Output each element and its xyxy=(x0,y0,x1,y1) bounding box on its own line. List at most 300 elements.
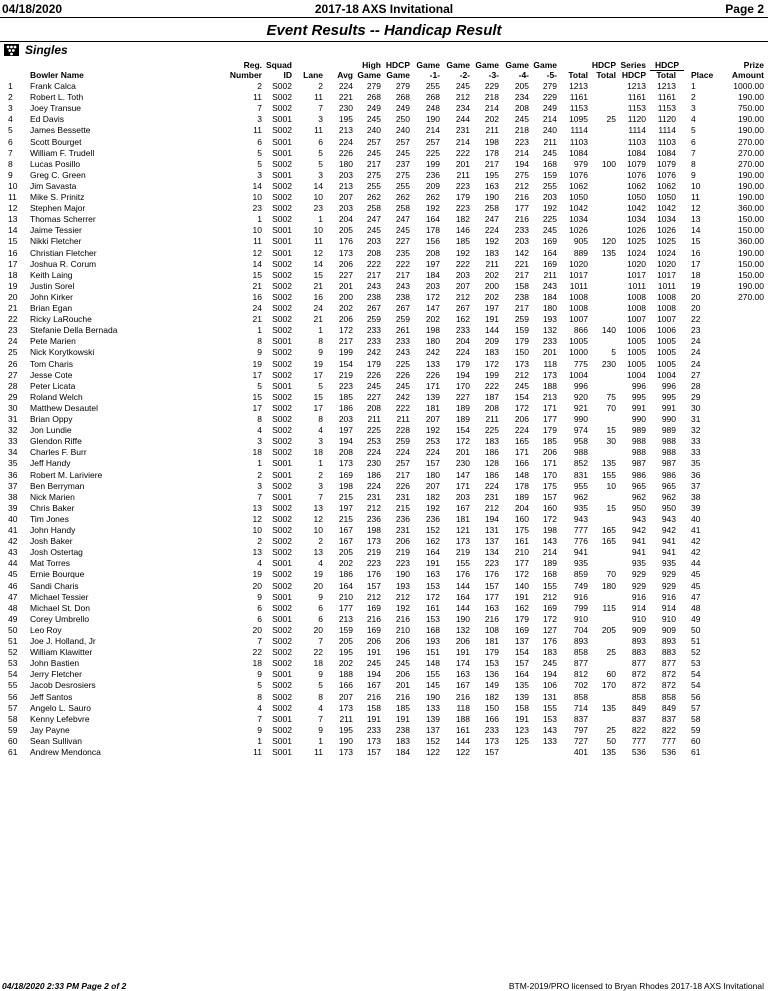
total: 1004 xyxy=(569,369,588,380)
average: 167 xyxy=(338,536,353,547)
place: 40 xyxy=(691,513,701,524)
game-2: 181 xyxy=(455,513,470,524)
series-hdcp: 962 xyxy=(631,491,646,502)
game-1: 181 xyxy=(425,402,440,413)
squad-id: S001 xyxy=(272,247,292,258)
average: 203 xyxy=(338,169,353,180)
place: 58 xyxy=(691,713,701,724)
squad-id: S002 xyxy=(272,647,292,658)
game-3: 183 xyxy=(484,247,499,258)
average: 205 xyxy=(338,636,353,646)
bowler-name: Jim Savasta xyxy=(30,180,77,191)
column-header-top-hdcp_game: HDCP xyxy=(385,60,410,70)
average: 186 xyxy=(338,569,353,580)
series-hdcp: 996 xyxy=(631,380,646,391)
high-game: 223 xyxy=(366,558,381,569)
reg-number: 11 xyxy=(253,747,262,757)
hdcp-game: 249 xyxy=(395,103,410,114)
series-hdcp: 849 xyxy=(631,702,646,713)
high-game: 275 xyxy=(366,169,381,180)
average: 215 xyxy=(338,513,353,524)
series-hdcp: 995 xyxy=(631,391,646,402)
lane: 21 xyxy=(313,280,323,291)
game-4: 191 xyxy=(514,713,529,724)
game-1: 207 xyxy=(425,480,440,491)
hdcp-total: 15 xyxy=(606,425,616,436)
game-4: 154 xyxy=(514,647,529,658)
game-1: 164 xyxy=(425,547,440,558)
hdcp-series-total: 1153 xyxy=(657,103,676,114)
game-2: 191 xyxy=(455,647,470,658)
game-3: 225 xyxy=(484,425,499,436)
average: 201 xyxy=(338,280,353,291)
hdcp-total: 230 xyxy=(601,358,616,369)
reg-number: 7 xyxy=(257,713,262,724)
game-1: 148 xyxy=(425,658,440,669)
game-3: 183 xyxy=(484,347,499,358)
game-2: 204 xyxy=(455,336,470,347)
total: 920 xyxy=(573,391,588,402)
total: 1011 xyxy=(569,280,588,291)
high-game: 212 xyxy=(366,502,381,513)
game-2: 201 xyxy=(455,158,470,169)
game-2: 154 xyxy=(455,425,470,436)
row-number: 16 xyxy=(8,247,18,258)
high-game: 233 xyxy=(366,325,381,336)
series-hdcp: 877 xyxy=(631,658,646,669)
series-hdcp: 1034 xyxy=(627,214,646,225)
place: 31 xyxy=(691,414,701,424)
game-5: 201 xyxy=(542,347,557,358)
lane: 9 xyxy=(318,591,323,602)
column-header-avg: Avg xyxy=(337,70,353,80)
game-2: 161 xyxy=(455,724,470,735)
total: 702 xyxy=(573,680,588,691)
game-5: 179 xyxy=(542,425,557,436)
game-3: 211 xyxy=(485,125,499,136)
bowler-name: Stefanie Della Bernada xyxy=(30,325,118,336)
row-number: 13 xyxy=(8,214,18,225)
reg-number: 21 xyxy=(252,314,262,325)
game-2: 132 xyxy=(455,624,470,635)
game-1: 164 xyxy=(425,214,440,225)
game-5: 168 xyxy=(542,158,557,169)
average: 202 xyxy=(338,658,353,669)
high-game: 167 xyxy=(366,680,381,691)
game-1: 253 xyxy=(425,436,440,447)
lane: 9 xyxy=(318,724,323,735)
section-heading xyxy=(4,43,68,57)
total: 1213 xyxy=(569,81,588,91)
game-2: 147 xyxy=(455,469,470,480)
game-5: 198 xyxy=(542,525,557,535)
reg-number: 17 xyxy=(252,402,262,413)
game-4: 205 xyxy=(514,81,529,91)
game-1: 171 xyxy=(425,380,440,391)
hdcp-series-total: 990 xyxy=(661,414,676,424)
lane: 5 xyxy=(318,680,323,691)
bowler-name: William Klawitter xyxy=(30,647,93,658)
game-2: 212 xyxy=(455,291,470,302)
game-4: 140 xyxy=(514,580,529,591)
place: 54 xyxy=(691,680,701,691)
average: 194 xyxy=(338,436,353,447)
bowler-name: Jay Payne xyxy=(30,724,70,735)
game-2: 207 xyxy=(455,280,470,291)
place: 50 xyxy=(691,624,701,635)
high-game: 227 xyxy=(366,391,381,402)
average: 223 xyxy=(338,380,353,391)
row-number: 24 xyxy=(8,336,18,347)
game-5: 106 xyxy=(542,680,557,691)
high-game: 258 xyxy=(366,203,381,214)
game-2: 174 xyxy=(455,658,470,669)
bowler-name: Nick Marien xyxy=(30,491,75,502)
game-4: 177 xyxy=(514,558,529,569)
row-number: 40 xyxy=(8,513,18,524)
game-5: 169 xyxy=(542,602,557,613)
game-4: 217 xyxy=(514,303,529,313)
hdcp-game: 217 xyxy=(395,469,410,480)
lane: 2 xyxy=(318,536,323,547)
hdcp-series-total: 1005 xyxy=(657,358,676,369)
title-rule xyxy=(0,41,768,42)
game-2: 203 xyxy=(455,269,470,280)
total: 1062 xyxy=(569,180,588,191)
game-3: 214 xyxy=(484,103,499,114)
hdcp-game: 261 xyxy=(395,325,410,336)
game-4: 150 xyxy=(514,347,529,358)
game-1: 172 xyxy=(425,291,440,302)
squad-id: S002 xyxy=(272,369,292,380)
lane: 10 xyxy=(313,225,323,236)
total: 831 xyxy=(573,469,588,480)
footer-right: BTM-2019/PRO licensed to Bryan Rhodes 2017-18 AXS Invitational xyxy=(508,981,764,991)
reg-number: 19 xyxy=(252,569,262,580)
column-header-hdcp_total2: Total xyxy=(656,70,676,80)
series-hdcp: 837 xyxy=(631,713,646,724)
game-2: 222 xyxy=(455,258,470,269)
total: 749 xyxy=(573,580,588,591)
game-4: 191 xyxy=(514,591,529,602)
place: 19 xyxy=(691,280,701,291)
column-header-place: Place xyxy=(691,70,714,80)
row-number: 21 xyxy=(8,303,18,313)
average: 164 xyxy=(338,580,353,591)
series-hdcp: 1020 xyxy=(627,258,646,269)
column-header-series: HDCP xyxy=(621,70,646,80)
reg-number: 3 xyxy=(257,436,262,447)
total: 1095 xyxy=(569,114,588,125)
column-header-g4: -4- xyxy=(518,70,529,80)
hdcp-total: 135 xyxy=(601,247,616,258)
game-5: 214 xyxy=(542,547,557,558)
squad-id: S002 xyxy=(272,291,292,302)
total: 905 xyxy=(573,236,588,247)
game-1: 152 xyxy=(425,735,440,746)
game-3: 218 xyxy=(484,92,499,103)
reg-number: 6 xyxy=(257,602,262,613)
game-5: 193 xyxy=(542,314,557,325)
game-5: 143 xyxy=(542,536,557,547)
average: 215 xyxy=(338,491,353,502)
high-game: 198 xyxy=(366,525,381,535)
bowler-name: Corey Umbrello xyxy=(30,613,90,624)
hdcp-game: 279 xyxy=(395,81,410,91)
game-5: 243 xyxy=(542,280,557,291)
hdcp-series-total: 1120 xyxy=(657,114,676,125)
hdcp-series-total: 883 xyxy=(661,647,676,658)
row-number: 55 xyxy=(8,680,18,691)
place: 30 xyxy=(691,402,701,413)
squad-id: S001 xyxy=(272,558,292,569)
high-game: 257 xyxy=(366,136,381,147)
game-3: 128 xyxy=(484,458,499,469)
hdcp-total: 25 xyxy=(606,647,616,658)
game-1: 190 xyxy=(425,114,440,125)
reg-number: 1 xyxy=(257,325,262,336)
total: 1017 xyxy=(569,269,588,280)
place: 15 xyxy=(691,236,701,247)
hdcp-series-total: 914 xyxy=(661,602,676,613)
series-hdcp: 1076 xyxy=(627,169,646,180)
game-2: 121 xyxy=(455,525,470,535)
game-5: 214 xyxy=(542,114,557,125)
place: 38 xyxy=(691,491,701,502)
total: 1034 xyxy=(569,214,588,225)
squad-id: S002 xyxy=(272,325,292,336)
game-1: 157 xyxy=(425,458,440,469)
hdcp-series-total: 941 xyxy=(661,547,676,558)
game-2: 224 xyxy=(455,347,470,358)
lane: 1 xyxy=(318,214,323,225)
series-hdcp: 941 xyxy=(631,547,646,558)
game-5: 194 xyxy=(542,669,557,680)
average: 227 xyxy=(338,269,353,280)
place: 3 xyxy=(691,103,696,114)
hdcp-series-total: 1020 xyxy=(657,258,676,269)
hdcp-total: 5 xyxy=(611,347,616,358)
bowler-name: Tim Jones xyxy=(30,513,69,524)
lane: 20 xyxy=(313,624,323,635)
game-3: 224 xyxy=(484,480,499,491)
high-game: 219 xyxy=(366,547,381,558)
reg-number: 5 xyxy=(257,680,262,691)
total: 714 xyxy=(573,702,588,713)
game-5: 225 xyxy=(542,214,557,225)
high-game: 224 xyxy=(366,480,381,491)
prize-amount: 150.00 xyxy=(738,258,764,269)
game-5: 211 xyxy=(543,136,557,147)
game-5: 164 xyxy=(542,247,557,258)
hdcp-series-total: 1011 xyxy=(657,280,676,291)
average: 206 xyxy=(338,258,353,269)
game-1: 178 xyxy=(425,225,440,236)
series-hdcp: 1084 xyxy=(627,147,646,158)
column-header-squad: ID xyxy=(283,70,292,80)
section-title: Singles xyxy=(25,43,68,57)
game-3: 186 xyxy=(484,469,499,480)
series-hdcp: 1024 xyxy=(627,247,646,258)
hdcp-total: 135 xyxy=(601,747,616,757)
game-4: 157 xyxy=(514,658,529,669)
place: 42 xyxy=(691,536,701,547)
game-4: 172 xyxy=(514,569,529,580)
row-number: 1 xyxy=(8,81,13,91)
prize-amount: 270.00 xyxy=(738,147,764,158)
game-1: 180 xyxy=(425,336,440,347)
row-number: 23 xyxy=(8,325,18,336)
column-header-top-reg: Reg. xyxy=(243,60,262,70)
hdcp-series-total: 1114 xyxy=(658,125,676,136)
row-number: 54 xyxy=(8,669,18,680)
lane: 6 xyxy=(318,613,323,624)
game-2: 179 xyxy=(455,358,470,369)
lane: 11 xyxy=(314,92,323,103)
average: 206 xyxy=(338,314,353,325)
game-5: 132 xyxy=(542,325,557,336)
hdcp-game: 183 xyxy=(395,735,410,746)
row-number: 35 xyxy=(8,458,18,469)
hdcp-game: 206 xyxy=(395,536,410,547)
high-game: 243 xyxy=(366,280,381,291)
hdcp-game: 222 xyxy=(395,258,410,269)
game-2: 212 xyxy=(455,92,470,103)
place: 24 xyxy=(691,336,701,347)
hdcp-series-total: 929 xyxy=(661,580,676,591)
game-5: 127 xyxy=(542,624,557,635)
squad-id: S002 xyxy=(272,691,292,702)
average: 186 xyxy=(338,402,353,413)
squad-id: S002 xyxy=(272,314,292,325)
series-hdcp: 990 xyxy=(631,414,646,424)
game-5: 171 xyxy=(542,458,557,469)
hdcp-total: 205 xyxy=(601,624,616,635)
bowler-name: Sandi Charis xyxy=(30,580,79,591)
column-header-top-g2: Game xyxy=(446,60,470,70)
series-hdcp: 1062 xyxy=(627,180,646,191)
squad-id: S001 xyxy=(272,136,292,147)
high-game: 222 xyxy=(366,258,381,269)
place: 36 xyxy=(691,469,701,480)
hdcp-series-total: 1076 xyxy=(657,169,676,180)
place: 45 xyxy=(691,569,701,580)
bowler-name: Leo Roy xyxy=(30,624,62,635)
hdcp-game: 268 xyxy=(395,92,410,103)
place: 22 xyxy=(691,314,701,325)
game-1: 236 xyxy=(425,513,440,524)
game-4: 275 xyxy=(514,169,529,180)
game-4: 223 xyxy=(514,136,529,147)
game-1: 151 xyxy=(425,647,440,658)
game-1: 262 xyxy=(425,192,440,202)
row-number: 9 xyxy=(8,169,13,180)
game-5: 245 xyxy=(542,147,557,158)
game-1: 193 xyxy=(425,636,440,646)
lane: 6 xyxy=(318,136,323,147)
game-4: 123 xyxy=(514,724,529,735)
squad-id: S002 xyxy=(272,402,292,413)
hdcp-game: 255 xyxy=(395,180,410,191)
game-2: 171 xyxy=(455,480,470,491)
average: 224 xyxy=(338,81,353,91)
reg-number: 2 xyxy=(257,536,262,547)
average: 195 xyxy=(338,724,353,735)
reg-number: 11 xyxy=(253,125,262,136)
hdcp-series-total: 1025 xyxy=(657,236,676,247)
column-header-high: Game xyxy=(357,70,381,80)
lane: 3 xyxy=(318,169,323,180)
bowler-name: Ben Berryman xyxy=(30,480,85,491)
average: 210 xyxy=(338,591,353,602)
game-5: 240 xyxy=(542,125,557,136)
game-3: 192 xyxy=(484,236,499,247)
high-game: 206 xyxy=(366,636,381,646)
prize-amount: 750.00 xyxy=(738,103,764,114)
high-game: 242 xyxy=(366,347,381,358)
game-5: 143 xyxy=(542,724,557,735)
column-header-g1: -1- xyxy=(429,70,440,80)
column-header-prize: Amount xyxy=(731,70,764,80)
prize-amount: 190.00 xyxy=(738,192,764,202)
series-hdcp: 987 xyxy=(631,458,646,469)
prize-amount: 270.00 xyxy=(738,291,764,302)
hdcp-series-total: 872 xyxy=(661,669,676,680)
average: 167 xyxy=(338,525,353,535)
hdcp-series-total: 909 xyxy=(661,624,676,635)
lane: 11 xyxy=(314,747,323,757)
bowler-name: Christian Fletcher xyxy=(30,247,97,258)
reg-number: 8 xyxy=(257,691,262,702)
high-game: 212 xyxy=(366,591,381,602)
hdcp-total: 10 xyxy=(606,480,616,491)
lane: 3 xyxy=(318,114,323,125)
game-4: 204 xyxy=(514,502,529,513)
high-game: 230 xyxy=(366,458,381,469)
series-hdcp: 777 xyxy=(631,735,646,746)
place: 48 xyxy=(691,602,701,613)
average: 185 xyxy=(338,391,353,402)
game-4: 217 xyxy=(514,269,529,280)
reg-number: 13 xyxy=(252,502,262,513)
game-4: 139 xyxy=(514,691,529,702)
hdcp-game: 262 xyxy=(395,192,410,202)
hdcp-series-total: 1042 xyxy=(657,203,676,214)
game-3: 163 xyxy=(484,180,499,191)
game-1: 152 xyxy=(425,525,440,535)
game-3: 181 xyxy=(484,636,499,646)
squad-id: S001 xyxy=(272,236,292,247)
place: 1 xyxy=(691,81,696,91)
game-3: 211 xyxy=(485,414,499,424)
game-2: 233 xyxy=(455,325,470,336)
lane: 7 xyxy=(318,713,323,724)
game-2: 223 xyxy=(455,203,470,214)
hdcp-series-total: 872 xyxy=(661,680,676,691)
hdcp-game: 184 xyxy=(395,747,410,757)
hdcp-game: 259 xyxy=(395,314,410,325)
reg-number: 9 xyxy=(257,669,262,680)
hdcp-game: 223 xyxy=(395,558,410,569)
series-hdcp: 1050 xyxy=(627,192,646,202)
reg-number: 19 xyxy=(252,358,262,369)
hdcp-series-total: 1005 xyxy=(657,336,676,347)
high-game: 245 xyxy=(366,114,381,125)
total: 727 xyxy=(573,735,588,746)
average: 224 xyxy=(338,136,353,147)
game-5: 169 xyxy=(542,258,557,269)
game-3: 231 xyxy=(484,491,499,502)
